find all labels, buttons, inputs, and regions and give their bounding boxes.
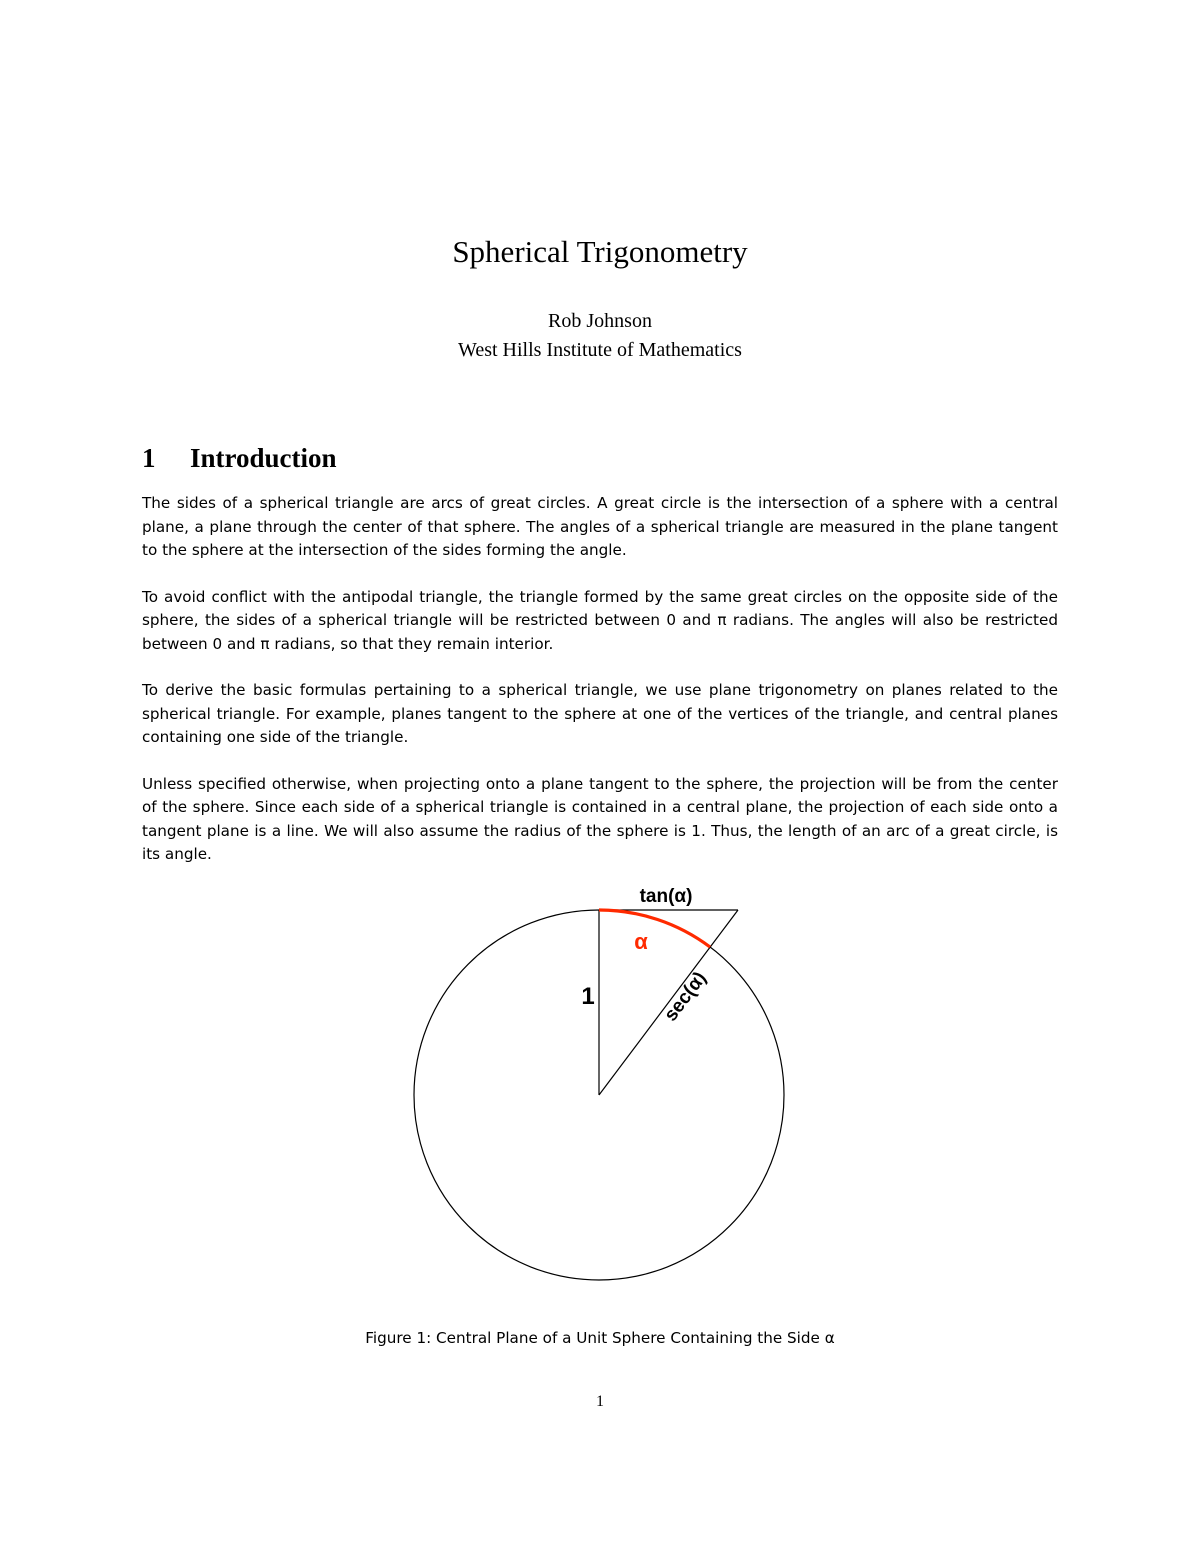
section-number: 1 [142, 443, 156, 473]
section-body [142, 492, 1058, 890]
paragraph-4: Unless specified otherwise, when projecting onto a plane tangent to the sphere, the projection will be from the center of the sphere. Since each side of a spherical triangle is contained in a central plane, the projection of each side onto a tangent plane is a line. We will also assume the radius of the sphere is 1. Thus, the length of an arc of a great circle, is its angle. [142, 774, 1058, 863]
figure-diagram [0, 870, 1200, 1300]
section-heading [142, 440, 337, 476]
figure-caption: Figure 1: Central Plane of a Unit Sphere Containing the Side α [365, 1329, 835, 1347]
paper-title: Spherical Trigonometry [452, 234, 748, 269]
section-title: Introduction [190, 443, 337, 473]
author-affiliation: West Hills Institute of Mathematics [458, 339, 742, 361]
one-label: 1 [581, 983, 595, 1010]
alpha-arc [599, 910, 710, 947]
sec-alpha-label: sec(α) [660, 967, 711, 1026]
tan-alpha-label: tan(α) [639, 886, 693, 907]
alpha-label: α [634, 929, 648, 954]
paragraph-2: To avoid conflict with the antipodal triangle, the triangle formed by the same great circles on the opposite side of the sphere, the sides of a spherical triangle will be restricted between 0 and π radians. The angles will also be restricted between 0 and π radians, so that they remain interior. [142, 587, 1058, 653]
page-number: 1 [596, 1393, 604, 1410]
paragraph-1: The sides of a spherical triangle are arcs of great circles. A great circle is the intersection of a sphere with a central plane, a plane through the center of that sphere. The angles of a spherical triangle are measured in the plane tangent to the sphere at the intersection of the sides forming the angle. [142, 494, 1058, 559]
paragraph-3: To derive the basic formulas pertaining to a spherical triangle, we use plane trigonometry on planes related to the spherical triangle. For example, planes tangent to the sphere at one of the vertices of the triangle, and central planes containing one side of the triangle. [142, 681, 1058, 746]
figure-1 [0, 870, 1200, 1300]
author-name: Rob Johnson [548, 310, 652, 332]
